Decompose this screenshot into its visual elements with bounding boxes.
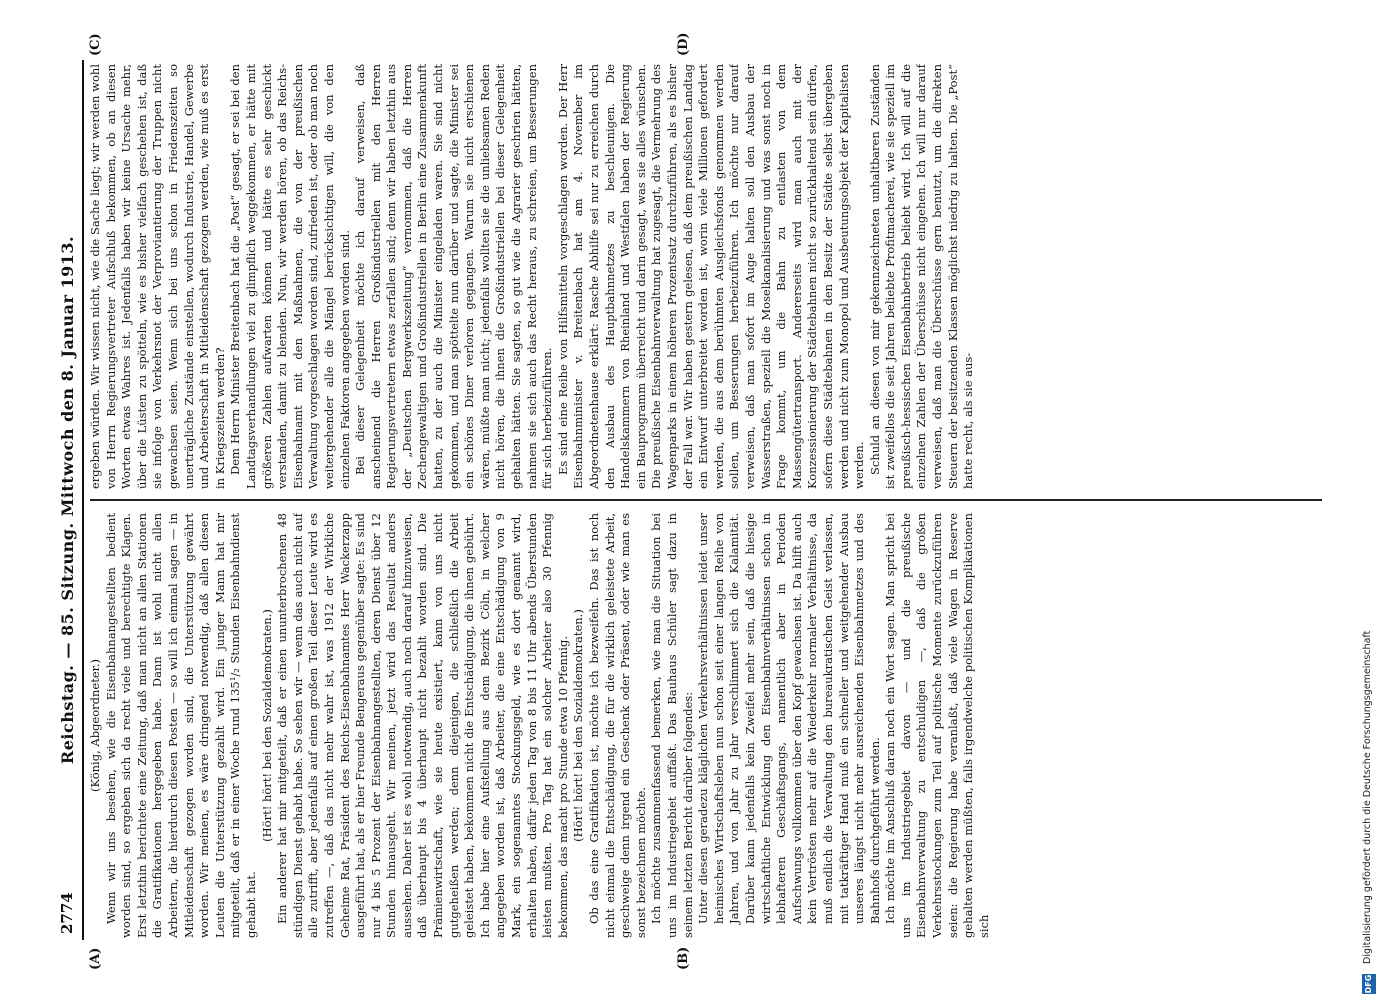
left-column-paragraph: (Hört! hört! bei den Sozialdemokraten.) (571, 609, 586, 842)
right-column-paragraph: Es sind eine Reihe von Hilfsmitteln vorgeschlagen worden. Der Herr Eisenbahnminister v. Breitenbach hat am 4. November im Abgeordnetenhause erklärt: Rasche Abhilfe sei nur zu erreichen durch den Ausbau des Hauptbahnnetzes zu beschleunigen. Die Handelskammern von Rheinland und Westfalen haben der Regierung ein Bauprogramm überreicht und darin gesagt, was sie alles wünschen. Die preußische Eisenbahnverwaltung hat zugesagt, die Vermehrung des Wagenparks in einem höheren Prozentsatz durchzuführen, als es bisher der Fall war. Wir haben gestern gelesen, daß dem preußischen Landtag ein Entwurf unterbreitet worden ist, worin viele Millionen gefordert werden, die aus dem berühmten Ausgleichsfonds genommen werden sollen, um Besserungen herbeizuführen. Ich möchte nur darauf verweisen, daß man sofort im Auge halten soll den Ausbau der Wasserstraßen, speziell die Moselkanalisierung und was sonst noch in Frage kommt, um die Bahn zu entlasten von dem Massengütertransport. Andererseits wird man auch mit der Konzessionierung der Städtebahnen nicht so zurückhaltend sein dürfen, sofern diese Städtebahnen in den Besitz der Städte selbst übergeben werden und nicht zum Monopol und Ausbeutungsobjekt der Kapitalisten werden. (555, 64, 867, 489)
margin-label-b: (B) (676, 946, 691, 970)
left-column-paragraph: Ich möchte zusammenfassend bemerken, wie man die Situation bei uns im Industriegebiet auffaßt. Das Bauhaus Schüler sagt dazu in seinem letzten Bericht darüber folgendes: (649, 513, 695, 938)
left-column-paragraph: (Hört! hört! bei den Sozialdemokraten.) (259, 609, 274, 842)
left-column-paragraph: Wenn wir uns besehen, wie die Eisenbahnangestellten bedient worden sind, so ergeben sich da recht viele und berechtigte Klagen. Erst letzthin berichtete eine Zeitung, daß man nicht an allen Stationen die Gratifikationen hergegeben habe. Dann ist wohl nicht allen Arbeitern, die hierdurch diesen Posten — so will ich einmal sagen — in Mitleidenschaft gezogen worden sind, die Unterstützung gewährt worden. Wir meinen, es wäre dringend notwendig, daß allen diesen Leuten die Unterstützung gezahlt wird. Ein junger Mann hat mir mitgeteilt, daß er in einer Woche rund 135¹/₂ Stunden Eisenbahndienst gehabt hat. (103, 513, 258, 938)
left-column-paragraph: Ich möchte im Anschluß daran noch ein Wort sagen. Man spricht bei uns im Industriegebiet davon — und die preußische Eisenbahnverwaltung zu entschuldigen —, daß die großen Verkehrsstockungen zum Teil auf politische Momente zurückzuführen seien: die Regierung habe veranlaßt, daß viele Wagen in Reserve gehalten werden müßten, falls irgendwelche politischen Komplikationen sich (883, 513, 991, 938)
page-number: 2774 (58, 892, 76, 934)
page-title: Reichstag. — 85. Sitzung. Mittwoch den 8. Januar 1913. (58, 235, 77, 765)
page-header (56, 60, 84, 940)
right-column-paragraph: Schuld an diesen von mir gekennzeichneten unhaltbaren Zuständen ist zweifellos die seit Jahren beliebte Profitmacherei, wie sie speziell im preußisch-hessischen Eisenbahnbetrieb beliebt wird. Ich will auf die einzelnen Zahlen der Überschüsse nicht eingehen. Ich will nur darauf verweisen, daß man die Überschüsse gern benutzt, um die direkten Steuern der besitzenden Klassen möglichst niedrig zu halten. Die „Post“ hatte recht, als sie aus- (867, 64, 976, 489)
left-column-paragraph: Unter diesen geradezu kläglichen Verkehrsverhältnissen leidet unser heimisches Wirtschaftsleben nun schon seit einer langen Reihe von Jahren, und von Jahr zu Jahr verschlimmert sich die Kalamität. Darüber kann jedenfalls kein Zweifel mehr sein, daß die hiesige wirtschaftliche Entwicklung den Eisenbahnverhältnissen schon in lebhafteren Geschäftsgangs, namentlich aber in Perioden Aufschwungs vollkommen über den Kopf gewachsen ist. Da hilft auch kein Vertrösten mehr auf die Wiederkehr normaler Verhältnisse, da muß endlich die Verwaltung den bureaukratischen Geist verlassen, mit tatkräftiger Hand muß ein schneller und weitgehender Ausbau unseres längst nicht mehr ausreichenden Eisenbahnnetzes und des Bahnhofs durchgeführt werden. (696, 513, 882, 924)
column-divider (90, 500, 1322, 502)
dfg-logo: DFG (1362, 974, 1376, 994)
margin-label-c: (C) (88, 33, 103, 56)
left-column-paragraph: Ob das eine Gratifikation ist, möchte ich bezweifeln. Das ist noch nicht einmal die Entschädigung, die für die wirklich geleistete Arbeit, geschweige denn irgend ein Geschenk oder Präsent, oder wie man es sonst bezeichnen möchte. (587, 513, 648, 938)
margin-label-a: (A) (88, 947, 103, 970)
right-column-paragraph: Dem Herrn Minister Breitenbach hat die „Post“ gesagt, er sei bei den Landtagsverhandlungen viel zu glimpflich weggekommen, er hätte mit größeren Zahlen aufwarten können und hätte es sehr geschickt verstanden, damit zu blenden. Nun, wir werden hören, ob das Reichs-Eisenbahnamt mit den Maßnahmen, die von der preußischen Verwaltung vorgeschlagen worden sind, zufrieden ist, oder ob man noch weitergehender alle die Mängel berücksichtigen will, die von den einzelnen Faktoren angegeben worden sind. (228, 64, 352, 489)
left-column (88, 513, 1326, 938)
margin-label-d: (D) (676, 32, 691, 56)
right-column-paragraph: Bei dieser Gelegenheit möchte ich darauf verweisen, daß anscheinend die Herren Großindustriellen mit den Herren Regierungsvertretern etwas zerfallen sind; denn wir haben letzthin aus der „Deutschen Bergwerkszeitung“ vernommen, daß die Herren Zechengewaltigen und Großindustriellen in Berlin eine Zusammenkunft hatten, zu der auch die Minister eingeladen waren. Sie sind nicht gekommen, und man spöttelte nun darüber und sagte, die Minister sei ein schönes Diner verloren gegangen. Warum sie nicht erschienen wären, müßte man nicht; jedenfalls wollten sie die unliebsamen Reden nicht hören, die ihnen die Großindustriellen bei dieser Gelegenheit gehalten hätten. Sie sagten, so gut wie die Agrarier geschrien hätten, nahmen sie sich auch das Recht heraus, zu schreien, um Besserungen für sich herbeizuführen. (353, 64, 555, 489)
page-content (56, 32, 1336, 970)
digitization-credit (1362, 0, 1380, 1000)
left-column-paragraph: Ein anderer hat mir mitgeteilt, daß er einen ununterbrochenen 48 stündigen Dienst gehabt habe. So sehen wir — wenn das auch nicht auf alle zutrifft, aber jedenfalls auf einen großen Teil dieser Leute wird es zutreffen —, daß das nicht mehr wahr ist, was 1912 der Wirkliche Geheime Rat, Präsident des Reichs-Eisenbahnamtes Herr Wackerzapp ausgeführt hat, als er hier Freunde Bengeraus gegenüber sagte: Es sind nur 4 bis 5 Prozent der Eisenbahnangestellten, deren Dienst über 12 Stunden hinausgeht. Wir meinen, jetzt wird das Resultat anders aussehen. Daher ist es wohl notwendig, auch noch darauf hinzuweisen, daß überhaupt bis 4 überhaupt nicht bezahlt worden sind. Die Prämienwirtschaft, wie sie heute existiert, kann von uns nicht gutgeheißen werden; denn diejenigen, die schließlich die Arbeit geleistet haben, bekommen nicht die Entschädigung, die ihnen gebührt. Ich habe hier eine Aufstellung aus dem Bezirk Cöln, in welcher angegeben worden ist, daß Arbeiter, die eine Entschädigung von 9 Mark, ein sogenanntes Stockungsgeld, wie es dort genannt wird, erhalten haben, dafür jeden Tag von 8 bis 11 Uhr abends Überstunden leisten mußten. Pro Tag hat ein solcher Arbeiter also 30 Pfennig bekommen, das macht pro Stunde etwa 10 Pfennig. (275, 513, 570, 938)
left-column-paragraph: (König, Abgeordneter.) (88, 658, 102, 793)
right-column-paragraph: ergeben würden. Wir wissen nicht, wie die Sache liegt; wir werden wohl von Herrn Regierungsvertreter Aufschluß bekommen, ob an diesen Worten etwas Wahres ist. Jedenfalls haben wir keine Ursache mehr, über die Lüsten zu spötteln, wie es bisher vielfach geschehen ist, daß sie infolge von Verkehrsnot der Verproviantierung der Truppen nicht gewachsen seien. Wenn sich bei uns schon in Friedenszeiten so unerträgliche Zustände einstellen, wodurch Industrie, Handel, Gewerbe und Arbeiterschaft in Mitleidenschaft gezogen werden, wie muß es erst in Kriegszeiten werden? (88, 64, 227, 489)
right-column (88, 64, 1326, 489)
digitization-credit-text: Digitalisierung gefördert durch die Deutsche Forschungsgemeinschaft (1362, 630, 1373, 964)
